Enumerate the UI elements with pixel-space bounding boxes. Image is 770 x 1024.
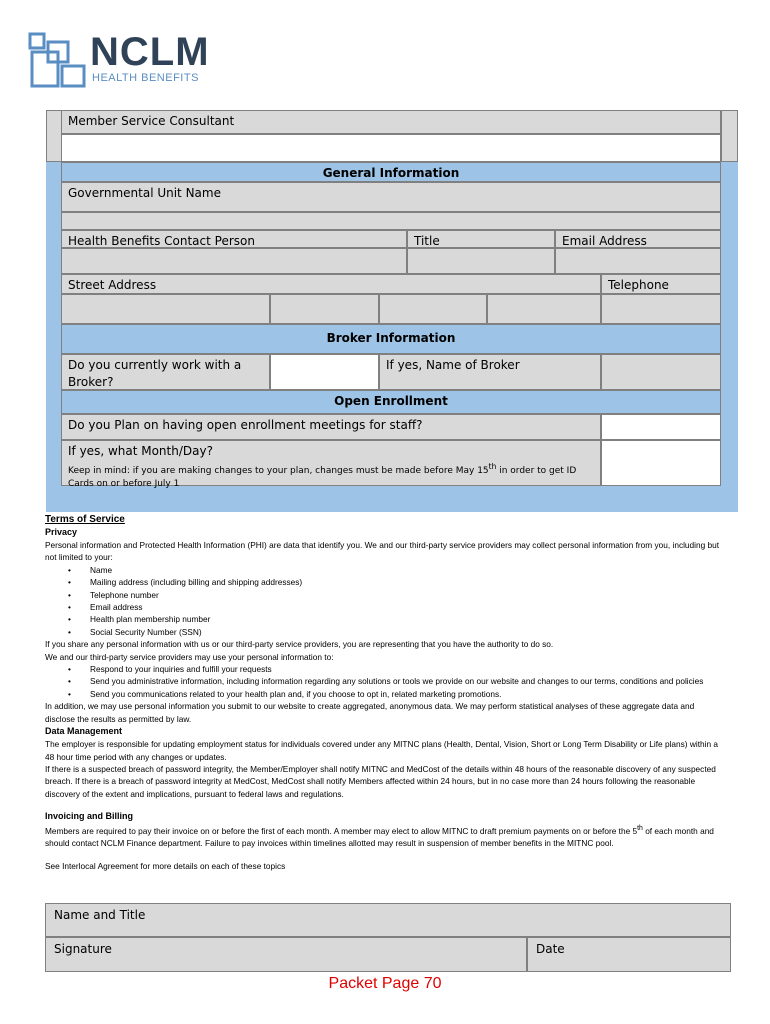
list-item: • Name [90, 564, 725, 576]
broker-info-header: Broker Information [61, 324, 721, 354]
title-field[interactable] [407, 248, 555, 274]
street-address-field[interactable] [61, 294, 270, 324]
logo-subtitle: HEALTH BENEFITS [92, 72, 199, 84]
packet-page-number: Packet Page 70 [328, 975, 442, 992]
contact-person-field[interactable] [61, 248, 407, 274]
telephone-field[interactable] [601, 294, 721, 324]
data-paragraph-2: If there is a suspected breach of password integrity, the Member/Employer shall notify MITNC and MedCost of the details within 48 hours of the reasonable discovery of any suspected breach. If there is a breach of password integrity at MedCost, MedCost shall notify Members affected within 24 hours, but in no case more than 24 hours following the reasonable discovery of the extent and implications, pursuant to federal laws and regulations. [45, 763, 716, 799]
email-field[interactable] [555, 248, 721, 274]
signature-field[interactable]: Signature [45, 937, 527, 972]
email-label: Email Address [555, 230, 721, 248]
invoicing-paragraph: Members are required to pay their invoice on or before the first of each month. A member may elect to allow MITNC to draft premium payments on or before the 5th of each month and should contact NCLM Finance department. Failure to pay invoices within timelines allotted may result in suspension of member benefits in the MITNC pool. [45, 825, 714, 849]
street-address-label: Street Address [61, 274, 601, 294]
list-item: • Telephone number [90, 589, 725, 601]
month-day-field[interactable] [601, 440, 721, 486]
contact-person-label: Health Benefits Contact Person [61, 230, 407, 248]
list-item: • Social Security Number (SSN) [90, 626, 725, 638]
terms-section [45, 513, 725, 872]
governmental-unit-label: Governmental Unit Name [61, 182, 721, 212]
logo-title: NCLM [90, 30, 210, 74]
share-text: If you share any personal information with us or our third-party service providers, you are representing that you have the authority to do so. [45, 639, 554, 650]
use-list [45, 663, 725, 700]
list-item: • Respond to your inquiries and fulfill your requests [90, 663, 725, 675]
telephone-label: Telephone [601, 274, 721, 294]
use-intro: We and our third-party service providers may use your personal information to: [45, 651, 334, 662]
aggregate-text: In addition, we may use personal information you submit to our website to create aggregated, anonymous data. We may perform statistical analyses of these aggregate data and disclose the results as permitted by law. [45, 701, 695, 724]
enrollment-answer-field[interactable] [601, 414, 721, 440]
open-enrollment-header: Open Enrollment [61, 390, 721, 414]
name-title-field[interactable]: Name and Title [45, 903, 731, 937]
broker-name-label: If yes, Name of Broker [379, 354, 601, 390]
list-item: • Mailing address (including billing and shipping addresses) [90, 576, 725, 588]
data-management-heading: Data Management [45, 726, 123, 737]
list-item: • Send you administrative information, including information regarding any solutions or tools we provide on our website and changes to our terms, conditions and policies [90, 675, 725, 687]
title-label: Title [407, 230, 555, 248]
data-paragraph-1: The employer is responsible for updating employment status for individuals covered under any MITNC plans (Health, Dental, Vision, Short or Long Term Disability or Life plans) within a 48 hour time period with any changes or updates. [45, 739, 718, 762]
member-service-consultant-field[interactable] [61, 134, 721, 162]
general-info-header: General Information [61, 162, 721, 182]
list-item: • Email address [90, 601, 725, 613]
city-field[interactable] [270, 294, 379, 324]
terms-heading: Terms of Service [45, 514, 125, 525]
member-service-consultant-label: Member Service Consultant [61, 110, 721, 134]
governmental-unit-field[interactable] [61, 212, 721, 230]
zip-field[interactable] [487, 294, 601, 324]
privacy-intro: Personal information and Protected Health Information (PHI) are data that identify you. We and our third-party service providers may collect personal information from you, including but not limited to your: [45, 540, 720, 563]
keep-in-mind-note: Keep in mind: if you are making changes to your plan, changes must be made before May 15th in order to get ID Cards on or before July 1 [68, 462, 577, 489]
date-field[interactable]: Date [527, 937, 731, 972]
state-field[interactable] [379, 294, 487, 324]
privacy-heading: Privacy [45, 527, 78, 537]
broker-name-field[interactable] [601, 354, 721, 390]
broker-answer-field[interactable] [270, 354, 379, 390]
see-interlocal-text: See Interlocal Agreement for more details on each of these topics [45, 860, 286, 871]
month-day-question: If yes, what Month/Day? [68, 444, 213, 458]
privacy-list [45, 564, 725, 638]
broker-question-label: Do you currently work with a Broker? [61, 354, 270, 390]
form-right-margin [721, 110, 738, 162]
nclm-logo-icon [28, 32, 88, 92]
list-item: • Health plan membership number [90, 613, 725, 625]
enrollment-question-label: Do you Plan on having open enrollment meetings for staff? [61, 414, 601, 440]
list-item: • Send you communications related to your health plan and, if you choose to opt in, related marketing promotions. [90, 688, 725, 700]
month-day-label [61, 440, 601, 489]
invoicing-heading: Invoicing and Billing [45, 811, 134, 822]
form-left-margin [46, 110, 62, 162]
